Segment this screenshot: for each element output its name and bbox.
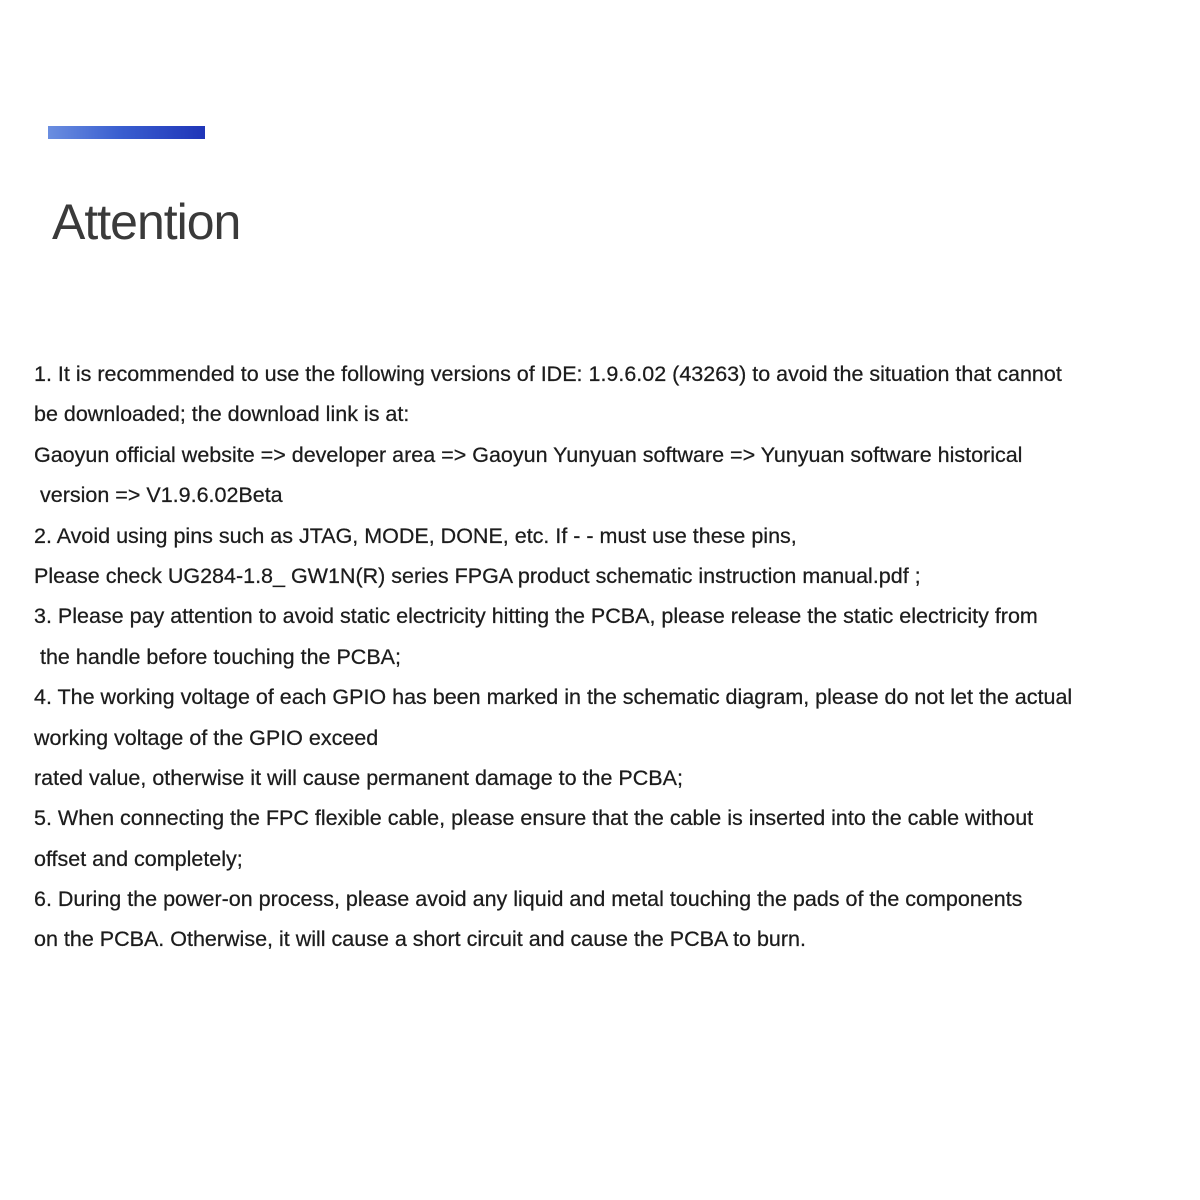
note-line: version => V1.9.6.02Beta (40, 483, 283, 508)
note-line: Please check UG284-1.8_ GW1N(R) series FPGA product schematic instruction manual.pdf ; (34, 563, 921, 588)
accent-bar (48, 126, 205, 139)
note-line: rated value, otherwise it will cause permanent damage to the PCBA; (34, 765, 683, 790)
page-title: Attention (52, 194, 241, 250)
note-line: 5. When connecting the FPC flexible cable, please ensure that the cable is inserted into the cable without (34, 806, 1034, 831)
note-line: 4. The working voltage of each GPIO has been marked in the schematic diagram, please do not let the actual (34, 685, 1073, 710)
attention-notes (34, 354, 1194, 960)
note-line: 6. During the power-on process, please avoid any liquid and metal touching the pads of the components (34, 887, 1023, 912)
note-line: 3. Please pay attention to avoid static electricity hitting the PCBA, please release the static electricity from (34, 604, 1038, 629)
note-line: the handle before touching the PCBA; (40, 644, 401, 669)
note-line: be downloaded; the download link is at: (34, 402, 410, 427)
note-line: offset and completely; (34, 846, 243, 871)
note-line: on the PCBA. Otherwise, it will cause a short circuit and cause the PCBA to burn. (34, 927, 806, 952)
note-line: 2. Avoid using pins such as JTAG, MODE, DONE, etc. If - - must use these pins, (34, 523, 797, 548)
note-line: Gaoyun official website => developer area => Gaoyun Yunyuan software => Yunyuan software historical (34, 442, 1023, 467)
note-line: working voltage of the GPIO exceed (34, 725, 379, 750)
note-line: 1. It is recommended to use the following versions of IDE: 1.9.6.02 (43263) to avoid the situation that cannot (34, 362, 1062, 386)
